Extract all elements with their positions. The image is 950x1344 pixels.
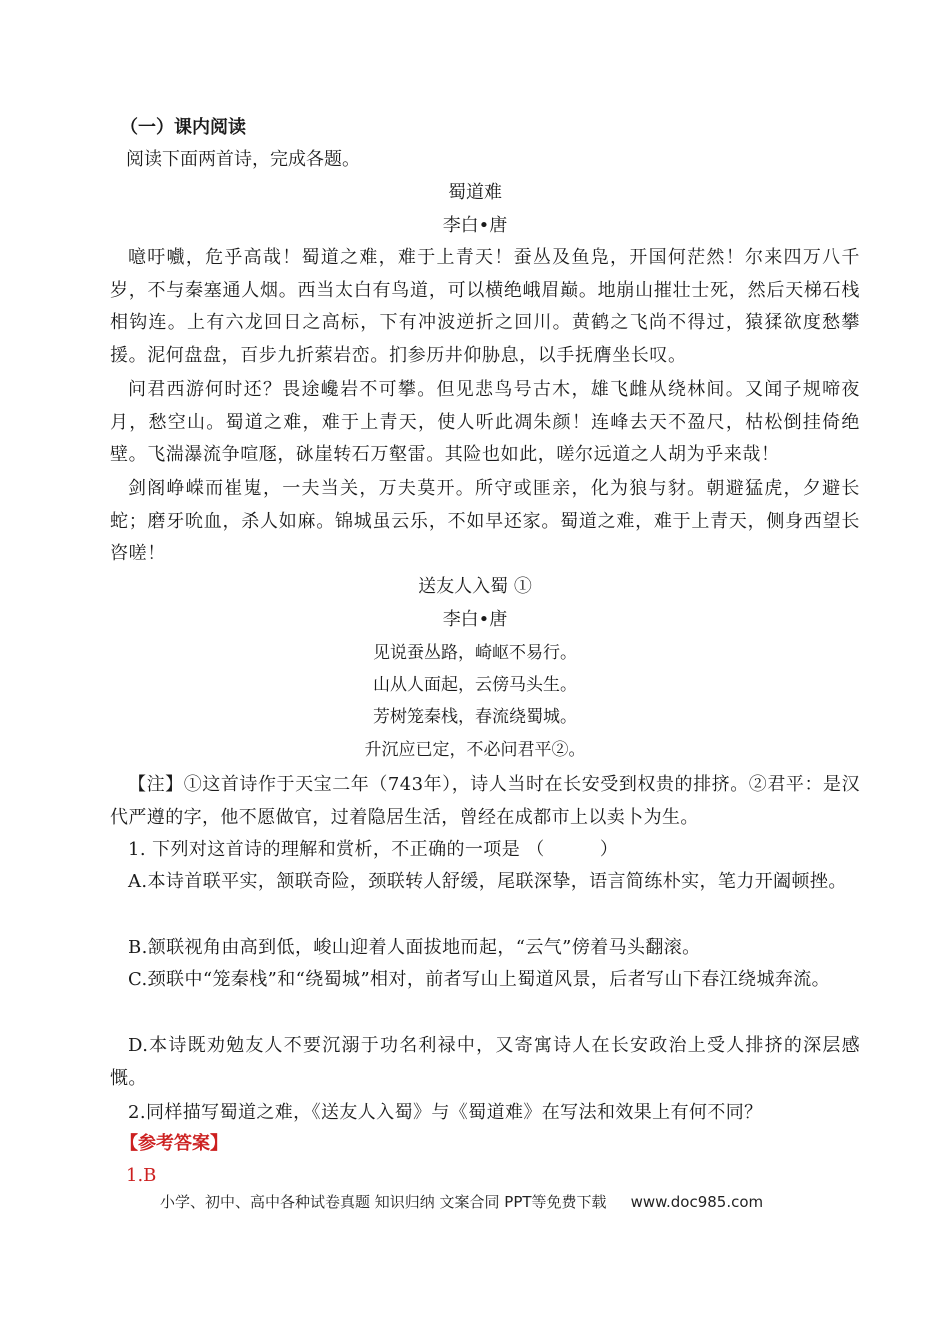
option-d xyxy=(110,1030,860,1095)
answer-heading: 【参考答案】 xyxy=(120,1133,228,1154)
footer-url[interactable]: www.doc985.com xyxy=(630,1193,764,1211)
option-d-text: D.本诗既劝勉友人不要沉溺于功名利禄中，又寄寓诗人在长安政治上受人排挤的深层感慨。 xyxy=(110,1035,860,1089)
poem1-paragraph-1 xyxy=(110,242,860,373)
option-c xyxy=(110,964,860,997)
footer-text: 小学、初中、高中各种试卷真题 知识归纳 文案合同 PPT等免费下载 xyxy=(160,1193,607,1211)
poem1-paragraph-2 xyxy=(110,374,860,472)
question-1 xyxy=(110,834,860,867)
question-2 xyxy=(110,1097,860,1130)
poem2-line-1: 见说蚕丛路，崎岖不易行。 xyxy=(373,643,577,663)
page-footer xyxy=(160,1188,763,1216)
poem1-author: 李白•唐 xyxy=(442,215,508,236)
reading-instructions: 阅读下面两首诗，完成各题。 xyxy=(126,149,360,170)
annotation-note xyxy=(110,769,860,834)
question-1-text: 1. 下列对这首诗的理解和赏析，不正确的一项是 （ ） xyxy=(128,839,619,860)
poem1-title: 蜀道难 xyxy=(448,182,502,203)
option-a-text: A.本诗首联平实，颔联奇险，颈联转人舒缓，尾联深挚，语言简练朴实，笔力开阖顿挫。 xyxy=(128,871,847,892)
poem2-line-4: 升沉应已定，不必问君平②。 xyxy=(364,740,586,760)
option-b-text: B.颔联视角由高到低，峻山迎着人面拔地而起，“云气”傍着马头翻滚。 xyxy=(128,937,701,958)
poem2-author: 李白•唐 xyxy=(442,609,508,630)
question-2-text: 2.同样描写蜀道之难，《送友人入蜀》与《蜀道难》在写法和效果上有何不同？ xyxy=(128,1102,763,1123)
poem2-title: 送友人入蜀 ① xyxy=(418,576,532,597)
paragraph-text: 噫吁嚱，危乎高哉！蜀道之难，难于上青天！蚕丛及鱼凫，开国何茫然！尔来四万八千岁，不与秦塞通人烟。西当太白有鸟道，可以横绝峨眉巅。地崩山摧壮士死，然后天梯石栈相钩连。上有六龙回日之高标，下有冲波逆折之回川。黄鹤之飞尚不得过，猿猱欲度愁攀援。泥何盘盘，百步九折萦岩峦。扪参历井仰胁息，以手抚膺坐长叹。 xyxy=(110,247,860,367)
note-text: 【注】①这首诗作于天宝二年（743年），诗人当时在长安受到权贵的排挤。②君平：是汉代严遵的字，他不愿做官，过着隐居生活，曾经在成都市上以卖卜为生。 xyxy=(110,774,860,828)
option-a xyxy=(110,866,860,899)
poem1-paragraph-3 xyxy=(110,473,860,571)
section-heading: （一）课内阅读 xyxy=(120,117,246,138)
option-c-text: C.颈联中“笼秦栈”和“绕蜀城”相对，前者写山上蜀道风景，后者写山下春江绕城奔流。 xyxy=(128,969,831,990)
answer-1: 1.B xyxy=(126,1165,157,1186)
poem2-line-2: 山从人面起，云傍马头生。 xyxy=(373,675,577,695)
paragraph-text: 问君西游何时还？畏途巉岩不可攀。但见悲鸟号古木，雄飞雌从绕林间。又闻子规啼夜月，愁空山。蜀道之难，难于上青天，使人听此凋朱颜！连峰去天不盈尺，枯松倒挂倚绝壁。飞湍瀑流争喧豗，砯崖转石万壑雷。其险也如此，嗟尔远道之人胡为乎来哉！ xyxy=(110,379,860,466)
option-b xyxy=(110,932,860,965)
poem2-line-3: 芳树笼秦栈，春流绕蜀城。 xyxy=(373,707,577,727)
paragraph-text: 剑阁峥嵘而崔嵬，一夫当关，万夫莫开。所守或匪亲，化为狼与豺。朝避猛虎，夕避长蛇；磨牙吮血，杀人如麻。锦城虽云乐，不如早还家。蜀道之难，难于上青天，侧身西望长咨嗟！ xyxy=(110,478,860,565)
